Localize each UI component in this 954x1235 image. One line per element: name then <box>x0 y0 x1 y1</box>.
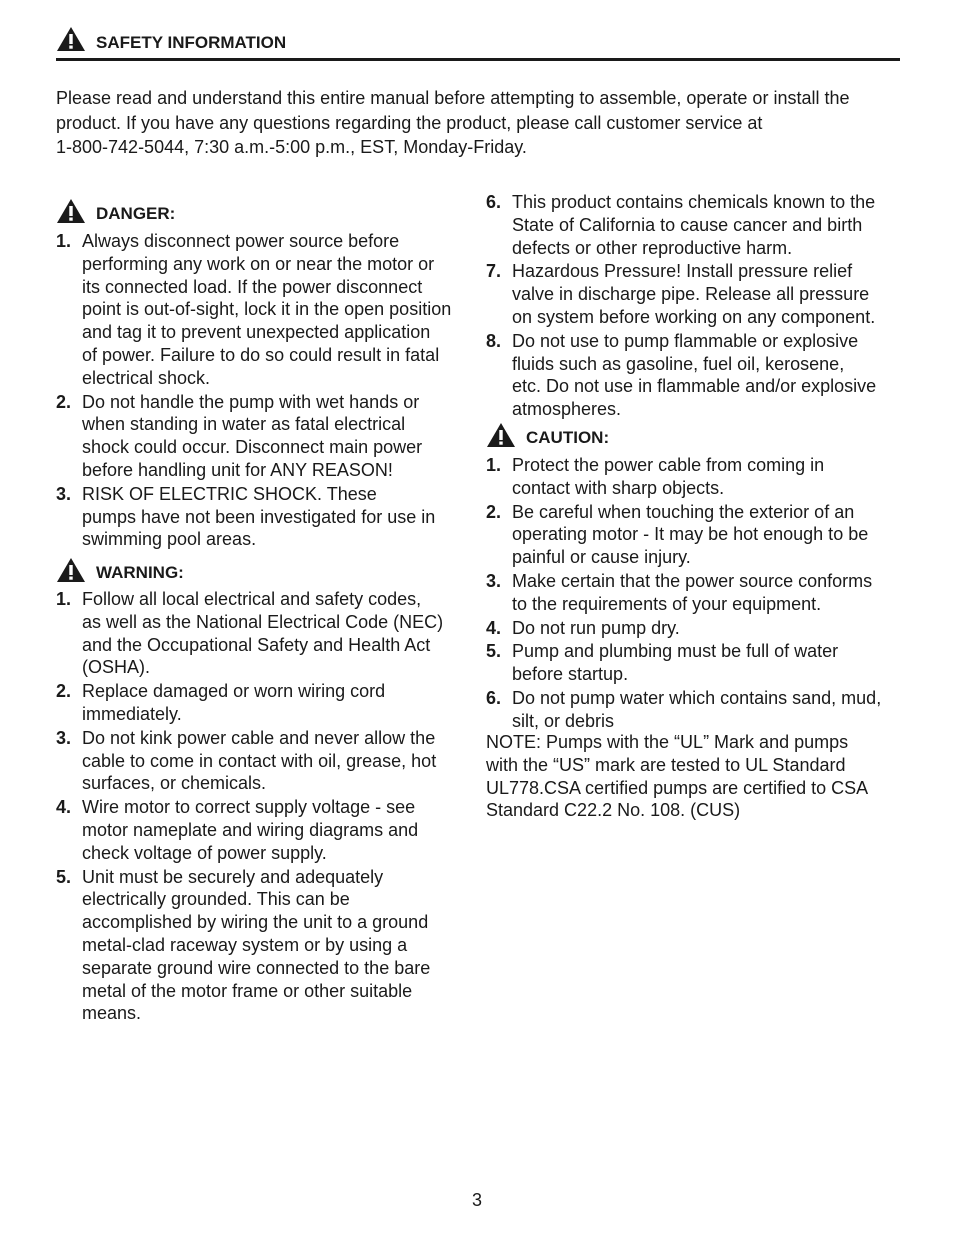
item-text-line: Do not pump water which contains sand, mud, <box>512 687 882 708</box>
item-text-line: surfaces, or chemicals. <box>82 773 267 794</box>
list-item <box>486 330 906 421</box>
item-text-line: Replace damaged or worn wiring cord <box>82 681 386 702</box>
item-text-line: State of California to cause cancer and birth <box>512 214 863 235</box>
item-number: 6. <box>486 192 502 212</box>
item-number: 2. <box>486 501 502 522</box>
list-item <box>486 617 906 640</box>
item-text-line: Unit must be securely and adequately <box>82 866 384 887</box>
section-header <box>56 24 900 61</box>
page-number: 3 <box>471 1190 482 1210</box>
list-item <box>56 483 476 551</box>
item-text-line: separate ground wire connected to the bare <box>82 957 431 978</box>
note-line: NOTE: Pumps with the “UL” Mark and pumps <box>486 732 849 752</box>
item-text-line: accomplished by wiring the unit to a ground <box>82 912 429 933</box>
item-text-line: pumps have not been investigated for use in <box>82 506 436 527</box>
list-item <box>56 727 476 795</box>
note-paragraph <box>486 731 900 822</box>
list-item <box>486 191 906 259</box>
item-text-line: Pump and plumbing must be full of water <box>512 641 839 662</box>
item-text-line: defects or other reproductive harm. <box>512 237 793 258</box>
list-item <box>486 687 906 733</box>
item-text-line: its connected load. If the power disconnect <box>82 276 423 297</box>
item-number: 1. <box>56 231 72 251</box>
item-text-line: point is out-of-sight, lock it in the open position <box>82 299 452 320</box>
item-text-line: operating motor - It may be hot enough to be <box>512 524 869 545</box>
item-text-line: swimming pool areas. <box>82 529 257 550</box>
item-text-line: as well as the National Electrical Code (NEC) <box>82 611 444 632</box>
item-text-line: Protect the power cable from coming in <box>512 455 825 475</box>
item-text-line: immediately. <box>82 703 182 724</box>
list-item <box>56 866 476 1026</box>
item-text-line: metal of the motor frame or other suitable <box>82 980 413 1001</box>
warning-triangle-icon <box>56 26 86 52</box>
item-text-line: Do not run pump dry. <box>512 617 680 638</box>
list-item <box>486 260 906 328</box>
item-number: 1. <box>56 589 72 609</box>
item-text-line: before startup. <box>512 664 629 685</box>
item-number: 1. <box>486 455 502 475</box>
item-text-line: etc. Do not use in flammable and/or explosive <box>512 376 877 397</box>
item-text-line: Make certain that the power source conforms <box>512 570 873 591</box>
item-text-line: means. <box>82 1003 142 1024</box>
item-number: 3. <box>56 483 72 504</box>
item-text-line: metal-clad raceway system or by using a <box>82 934 408 955</box>
item-text-line: of power. Failure to do so could result in fatal <box>82 344 440 365</box>
list-item <box>56 796 476 864</box>
item-text-line: painful or cause injury. <box>512 547 691 568</box>
intro-paragraph <box>56 86 906 160</box>
item-text-line: before handling unit for ANY REASON! <box>82 459 393 480</box>
list-item <box>486 454 906 500</box>
item-text-line: This product contains chemicals known to the <box>512 192 876 212</box>
item-text-line: electrical shock. <box>82 367 211 388</box>
note-line: with the “US” mark are tested to UL Standard <box>486 754 846 775</box>
danger-list <box>56 230 476 552</box>
warning-label: WARNING: <box>96 563 184 582</box>
item-number: 8. <box>486 330 502 351</box>
item-number: 4. <box>56 797 72 818</box>
item-number: 3. <box>486 570 502 591</box>
item-text-line: and tag it to prevent unexpected application <box>82 322 431 343</box>
intro-line: 1-800-742-5044, 7:30 a.m.-5:00 p.m., EST, Monday-Friday. <box>56 137 527 157</box>
list-item <box>486 501 906 569</box>
item-text-line: Be careful when touching the exterior of an <box>512 501 855 522</box>
item-text-line: electrically grounded. This can be <box>82 889 350 910</box>
item-text-line: on system before working on any component. <box>512 306 876 327</box>
item-text-line: Always disconnect power source before <box>82 231 400 251</box>
note-line: Standard C22.2 No. 108. (CUS) <box>486 800 741 821</box>
item-text-line: RISK OF ELECTRIC SHOCK. These <box>82 483 377 504</box>
list-item <box>56 680 476 726</box>
item-number: 2. <box>56 681 72 702</box>
list-item <box>56 588 476 679</box>
item-text-line: check voltage of power supply. <box>82 842 327 863</box>
warning-triangle-icon <box>56 198 86 224</box>
item-number: 2. <box>56 391 72 412</box>
item-text-line: motor nameplate and wiring diagrams and <box>82 819 419 840</box>
item-text-line: Wire motor to correct supply voltage - see <box>82 797 416 818</box>
warning-triangle-icon <box>56 557 86 583</box>
warning-list-continued <box>486 191 906 422</box>
item-text-line: performing any work on or near the motor or <box>82 253 435 274</box>
item-text-line: contact with sharp objects. <box>512 477 725 498</box>
warning-triangle-icon <box>486 422 516 448</box>
caution-list <box>486 454 906 734</box>
list-item <box>56 230 476 390</box>
list-item <box>486 570 906 616</box>
item-text-line: atmospheres. <box>512 399 622 420</box>
item-text-line: Do not kink power cable and never allow the <box>82 727 436 748</box>
caution-label: CAUTION: <box>526 428 610 447</box>
section-title: SAFETY INFORMATION <box>96 33 287 52</box>
item-text-line: Hazardous Pressure! Install pressure relief <box>512 261 853 282</box>
item-number: 5. <box>56 866 72 887</box>
item-number: 5. <box>486 641 502 662</box>
item-text-line: silt, or debris <box>512 710 615 731</box>
item-text-line: valve in discharge pipe. Release all pressure <box>512 284 870 305</box>
item-number: 3. <box>56 727 72 748</box>
item-number: 7. <box>486 261 502 282</box>
item-text-line: when standing in water as fatal electrical <box>82 414 406 435</box>
danger-label: DANGER: <box>96 204 176 223</box>
item-text-line: Do not handle the pump with wet hands or <box>82 391 420 412</box>
list-item <box>56 391 476 482</box>
item-text-line: to the requirements of your equipment. <box>512 593 822 614</box>
intro-line: Please read and understand this entire manual before attempting to assemble, operate or install the <box>56 88 850 108</box>
item-text-line: fluids such as gasoline, fuel oil, kerosene, <box>512 353 845 374</box>
item-text-line: shock could occur. Disconnect main power <box>82 437 423 458</box>
intro-line: product. If you have any questions regarding the product, please call customer service at <box>56 112 763 133</box>
item-text-line: (OSHA). <box>82 657 151 678</box>
list-item <box>486 640 906 686</box>
item-text-line: Do not use to pump flammable or explosive <box>512 330 859 351</box>
item-text-line: Follow all local electrical and safety codes, <box>82 589 422 609</box>
item-text-line: cable to come in contact with oil, grease, hot <box>82 750 437 771</box>
note-line: UL778.CSA certified pumps are certified to CSA <box>486 777 869 798</box>
warning-list <box>56 588 476 1026</box>
item-text-line: and the Occupational Safety and Health Act <box>82 634 431 655</box>
item-number: 4. <box>486 617 502 638</box>
item-number: 6. <box>486 687 502 708</box>
